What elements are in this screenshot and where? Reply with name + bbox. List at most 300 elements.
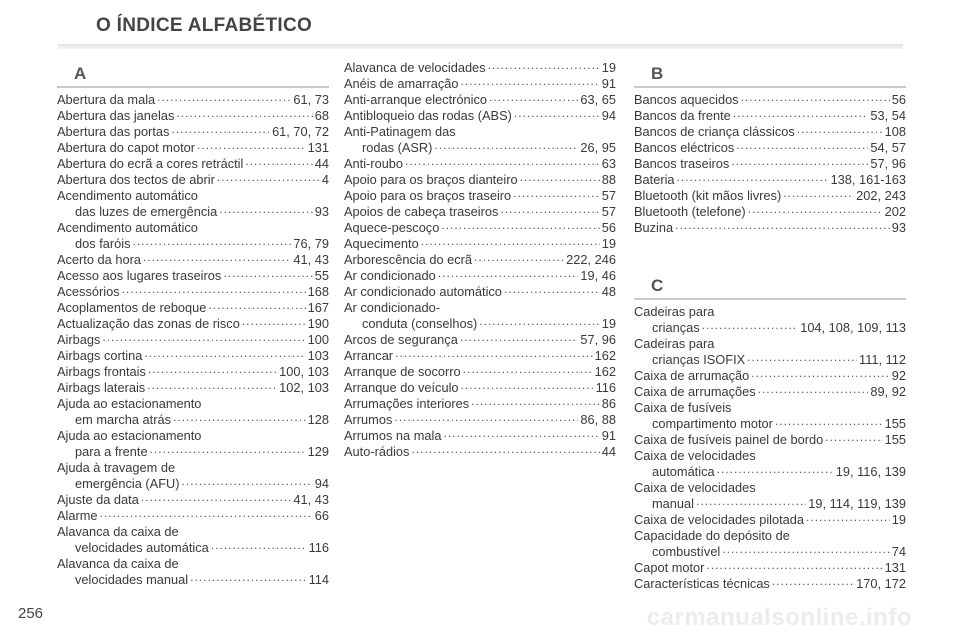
entry-row (57, 524, 329, 540)
entry-text: Ajuste da data (57, 492, 139, 507)
entry-continuation-row (344, 316, 616, 332)
index-entry (634, 108, 906, 124)
index-entry (634, 400, 906, 432)
entry-row (57, 556, 329, 572)
entry-row (634, 432, 906, 448)
index-entry (57, 220, 329, 252)
entry-text: Bancos da frente (634, 108, 731, 123)
entry-row (344, 236, 616, 252)
entry-continuation-row (57, 236, 329, 252)
entry-continuation-row (344, 140, 616, 156)
dot-leader (513, 190, 600, 200)
index-entry (344, 172, 616, 188)
index-entry (57, 348, 329, 364)
entry-pages: 86 (601, 396, 616, 411)
entry-pages: 54, 57 (870, 140, 906, 155)
index-entry (634, 188, 906, 204)
dot-leader (772, 578, 854, 588)
dot-leader (797, 126, 883, 136)
entry-text: Abertura da mala (57, 92, 156, 107)
index-entry (634, 124, 906, 140)
entry-text: Airbags laterais (57, 380, 146, 395)
entry-pages: 100 (307, 332, 329, 347)
dot-leader (722, 546, 889, 556)
dot-leader (504, 286, 600, 296)
entry-pages: 128 (307, 412, 329, 427)
entry-text: Bluetooth (kit mãos livres) (634, 188, 782, 203)
dot-leader (461, 78, 600, 88)
entry-text: Ar condicionado (344, 268, 436, 283)
dot-leader (190, 574, 306, 584)
entry-list (57, 92, 329, 588)
entry-text: Caixa de arrumações (634, 384, 756, 399)
dot-leader (783, 190, 854, 200)
entry-continuation-row (634, 352, 906, 368)
entry-pages: 88 (601, 172, 616, 187)
entry-pages: 26, 95 (580, 140, 616, 155)
entry-row (57, 460, 329, 476)
entry-pages: 104, 108, 109, 113 (800, 320, 906, 335)
entry-text: Apoio para os braços traseiro (344, 188, 512, 203)
entry-text: velocidades manual (75, 572, 189, 587)
dot-leader (500, 206, 599, 216)
dot-leader (460, 334, 579, 344)
entry-text: Apoios de cabeça traseiros (344, 204, 499, 219)
index-entry (57, 188, 329, 220)
index-entry (344, 284, 616, 300)
index-entry (57, 140, 329, 156)
index-entry (57, 316, 329, 332)
entry-text: Airbags frontais (57, 364, 146, 379)
entry-row (634, 528, 906, 544)
dot-leader (751, 370, 890, 380)
entry-row (344, 156, 616, 172)
dot-leader (219, 206, 312, 216)
dot-leader (245, 158, 312, 168)
index-entry (634, 156, 906, 172)
index-entry (57, 508, 329, 524)
entry-row (344, 76, 616, 92)
entry-text: Acendimento automático (57, 188, 198, 203)
entry-pages: 93 (314, 204, 329, 219)
entry-list (344, 60, 616, 460)
entry-text: velocidades automática (75, 540, 209, 555)
entry-row (344, 124, 616, 140)
entry-pages: 63 (601, 156, 616, 171)
entry-text: Bateria (634, 172, 675, 187)
index-entry (634, 480, 906, 512)
entry-text: Arcos de segurança (344, 332, 458, 347)
index-entry (634, 304, 906, 336)
entry-pages: 74 (891, 544, 906, 559)
index-entry (344, 380, 616, 396)
index-entry (57, 380, 329, 396)
entry-row (344, 332, 616, 348)
entry-pages: 56 (601, 220, 616, 235)
dot-leader (223, 270, 312, 280)
entry-text: emergência (AFU) (75, 476, 180, 491)
entry-text: Arrumações interiores (344, 396, 470, 411)
dot-leader (733, 110, 869, 120)
dot-leader (488, 62, 600, 72)
entry-pages: 68 (314, 108, 329, 123)
index-entry (57, 284, 329, 300)
dot-leader (474, 254, 564, 264)
entry-row (57, 364, 329, 380)
index-entry (344, 268, 616, 284)
entry-row (344, 60, 616, 76)
entry-row (57, 348, 329, 364)
entry-row (634, 188, 906, 204)
entry-row (634, 172, 906, 188)
index-entry (57, 364, 329, 380)
entry-text: rodas (ASR) (362, 140, 433, 155)
dot-leader (100, 510, 313, 520)
entry-row (57, 428, 329, 444)
entry-pages: 86, 88 (580, 412, 616, 427)
index-entry (57, 300, 329, 316)
entry-text: das luzes de emergência (75, 204, 218, 219)
dot-leader (736, 142, 868, 152)
entry-pages: 55 (314, 268, 329, 283)
entry-pages: 202, 243 (856, 188, 906, 203)
entry-row (634, 220, 906, 236)
entry-pages: 114 (308, 572, 329, 587)
dot-leader (441, 222, 599, 232)
dot-leader (825, 434, 882, 444)
entry-pages: 131 (884, 560, 906, 575)
dot-leader (122, 286, 306, 296)
dot-leader (211, 542, 307, 552)
entry-text: Bancos eléctricos (634, 140, 735, 155)
entry-pages: 94 (314, 476, 329, 491)
entry-text: Bancos de criança clássicos (634, 124, 795, 139)
entry-row (57, 188, 329, 204)
dot-leader (176, 110, 312, 120)
entry-row (344, 108, 616, 124)
index-entry (344, 364, 616, 380)
dot-leader (217, 174, 320, 184)
index-column-3 (634, 58, 906, 236)
entry-pages: 44 (314, 156, 329, 171)
entry-text: crianças ISOFIX (652, 352, 746, 367)
entry-row (344, 364, 616, 380)
entry-text: Arranque de socorro (344, 364, 461, 379)
index-entry (634, 448, 906, 480)
section-letter: A (74, 64, 87, 83)
index-entry (344, 188, 616, 204)
dot-leader (702, 322, 799, 332)
dot-leader (696, 498, 806, 508)
entry-row (634, 336, 906, 352)
watermark: carmanualsonline.info (646, 604, 912, 631)
entry-text: Anti-arranque electrónico (344, 92, 487, 107)
index-entry (634, 576, 906, 592)
entry-continuation-row (57, 540, 329, 556)
dot-leader (150, 446, 306, 456)
entry-row (57, 172, 329, 188)
entry-pages: 190 (307, 316, 329, 331)
index-column-3-section-c (634, 270, 906, 592)
entry-row (344, 348, 616, 364)
entry-text: Anéis de amarração (344, 76, 459, 91)
entry-row (634, 400, 906, 416)
entry-pages: 76, 79 (293, 236, 329, 251)
entry-pages: 91 (601, 428, 616, 443)
entry-row (57, 156, 329, 172)
entry-pages: 162 (594, 364, 616, 379)
page-title: O ÍNDICE ALFABÉTICO (96, 15, 313, 36)
entry-text: Acessórios (57, 284, 120, 299)
dot-leader (171, 126, 270, 136)
index-entry (344, 236, 616, 252)
entry-text: Cadeiras para (634, 336, 715, 351)
entry-pages: 116 (595, 380, 616, 395)
entry-pages: 57, 96 (580, 332, 616, 347)
entry-text: automática (652, 464, 715, 479)
dot-leader (775, 418, 883, 428)
entry-text: Caixa de arrumação (634, 368, 750, 383)
entry-pages: 41, 43 (293, 252, 329, 267)
entry-text: Capacidade do depósito de (634, 528, 790, 543)
dot-leader (147, 382, 277, 392)
section-header-b (634, 58, 906, 88)
index-entry (344, 76, 616, 92)
entry-pages: 155 (884, 416, 906, 431)
index-entry (634, 220, 906, 236)
entry-text: Abertura do capot motor (57, 140, 195, 155)
entry-row (344, 300, 616, 316)
entry-pages: 222, 246 (566, 252, 616, 267)
entry-row (57, 380, 329, 396)
entry-text: Bluetooth (telefone) (634, 204, 746, 219)
entry-continuation-row (634, 464, 906, 480)
entry-text: crianças (652, 320, 700, 335)
entry-pages: 94 (601, 108, 616, 123)
index-entry (634, 528, 906, 560)
entry-pages: 202 (884, 204, 906, 219)
index-entry (57, 268, 329, 284)
entry-text: em marcha atrás (75, 412, 172, 427)
dot-leader (102, 334, 305, 344)
index-entry (344, 252, 616, 268)
dot-leader (747, 354, 857, 364)
entry-row (344, 396, 616, 412)
index-entry (57, 524, 329, 556)
dot-leader (443, 430, 599, 440)
section-letter: B (651, 64, 664, 83)
entry-row (344, 188, 616, 204)
entry-row (634, 448, 906, 464)
index-entry (57, 396, 329, 428)
entry-row (344, 284, 616, 300)
index-entry (344, 332, 616, 348)
dot-leader (758, 386, 869, 396)
entry-pages: 44 (601, 444, 616, 459)
entry-row (57, 316, 329, 332)
entry-pages: 4 (321, 172, 329, 187)
entry-pages: 92 (891, 368, 906, 383)
dot-leader (421, 238, 600, 248)
entry-row (634, 384, 906, 400)
index-entry (57, 92, 329, 108)
entry-text: Caixa de fusíveis painel de bordo (634, 432, 824, 447)
dot-leader (182, 478, 313, 488)
entry-row (57, 252, 329, 268)
entry-pages: 57, 96 (870, 156, 906, 171)
entry-pages: 56 (891, 92, 906, 107)
dot-leader (717, 466, 834, 476)
entry-text: Bancos aquecidos (634, 92, 739, 107)
entry-row (344, 428, 616, 444)
dot-leader (461, 382, 594, 392)
dot-leader (463, 366, 593, 376)
entry-text: Acendimento automático (57, 220, 198, 235)
entry-text: Abertura das janelas (57, 108, 175, 123)
entry-pages: 57 (601, 188, 616, 203)
dot-leader (148, 366, 277, 376)
dot-leader (132, 238, 291, 248)
dot-leader (731, 158, 868, 168)
entry-continuation-row (634, 544, 906, 560)
entry-pages: 111, 112 (859, 352, 906, 367)
dot-leader (144, 350, 305, 360)
entry-continuation-row (57, 204, 329, 220)
entry-pages: 91 (601, 76, 616, 91)
index-entry (344, 220, 616, 236)
entry-continuation-row (634, 416, 906, 432)
entry-pages: 63, 65 (580, 92, 616, 107)
index-entry (344, 156, 616, 172)
entry-pages: 129 (307, 444, 329, 459)
index-entry (634, 368, 906, 384)
entry-text: Capot motor (634, 560, 705, 575)
entry-text: Arranque do veículo (344, 380, 459, 395)
entry-text: Acerto da hora (57, 252, 141, 267)
entry-row (57, 108, 329, 124)
dot-leader (677, 174, 829, 184)
section-letter: C (651, 276, 664, 295)
entry-pages: 102, 103 (279, 380, 329, 395)
dot-leader (479, 318, 600, 328)
index-entry (634, 140, 906, 156)
entry-row (344, 252, 616, 268)
entry-text: Caixa de velocidades (634, 480, 756, 495)
entry-row (57, 268, 329, 284)
dot-leader (520, 174, 600, 184)
entry-row (634, 140, 906, 156)
entry-text: Ajuda à travagem de (57, 460, 176, 475)
entry-text: Bancos traseiros (634, 156, 730, 171)
index-entry (634, 384, 906, 400)
dot-leader (748, 206, 883, 216)
entry-text: Ajuda ao estacionamento (57, 396, 202, 411)
entry-text: Alavanca da caixa de (57, 556, 179, 571)
entry-row (344, 412, 616, 428)
entry-text: Abertura dos tectos de abrir (57, 172, 215, 187)
dot-leader (157, 94, 291, 104)
entry-row (634, 108, 906, 124)
entry-row (634, 304, 906, 320)
entry-pages: 116 (308, 540, 329, 555)
index-entry (634, 92, 906, 108)
entry-pages: 170, 172 (856, 576, 906, 591)
index-entry (57, 492, 329, 508)
entry-pages: 61, 73 (293, 92, 329, 107)
entry-list (634, 92, 906, 236)
entry-text: Abertura do ecrã a cores retráctil (57, 156, 244, 171)
entry-continuation-row (57, 572, 329, 588)
index-entry (57, 172, 329, 188)
entry-pages: 162 (594, 348, 616, 363)
entry-text: para a frente (75, 444, 148, 459)
index-entry (57, 156, 329, 172)
entry-continuation-row (57, 412, 329, 428)
entry-text: Caixa de fusíveis (634, 400, 732, 415)
entry-row (57, 300, 329, 316)
entry-continuation-row (634, 496, 906, 512)
entry-text: Alarme (57, 508, 98, 523)
dot-leader (143, 254, 291, 264)
dot-leader (141, 494, 292, 504)
index-entry (634, 512, 906, 528)
entry-pages: 19 (601, 316, 616, 331)
entry-row (57, 220, 329, 236)
index-column-2 (344, 60, 616, 460)
entry-row (57, 508, 329, 524)
entry-pages: 66 (314, 508, 329, 523)
entry-text: Caixa de velocidades pilotada (634, 512, 805, 527)
entry-row (57, 396, 329, 412)
entry-text: Aquecimento (344, 236, 419, 251)
index-entry (344, 444, 616, 460)
entry-pages: 61, 70, 72 (272, 124, 329, 139)
entry-pages: 19 (601, 236, 616, 251)
index-entry (634, 204, 906, 220)
page-number: 256 (18, 605, 44, 622)
entry-row (634, 576, 906, 592)
entry-text: Acoplamentos de reboque (57, 300, 207, 315)
dot-leader (675, 222, 890, 232)
entry-pages: 19, 114, 119, 139 (808, 496, 906, 511)
entry-row (634, 512, 906, 528)
entry-pages: 168 (307, 284, 329, 299)
entry-pages: 93 (891, 220, 906, 235)
entry-text: Arrumos na mala (344, 428, 442, 443)
entry-row (57, 492, 329, 508)
entry-row (57, 92, 329, 108)
entry-pages: 138, 161-163 (830, 172, 906, 187)
entry-row (57, 140, 329, 156)
entry-text: Arrumos (344, 412, 393, 427)
entry-row (634, 368, 906, 384)
entry-row (634, 156, 906, 172)
entry-pages: 100, 103 (279, 364, 329, 379)
section-header-a (57, 58, 329, 88)
entry-text: Antibloqueio das rodas (ABS) (344, 108, 512, 123)
entry-pages: 19, 46 (580, 268, 616, 283)
index-entry (344, 300, 616, 332)
entry-row (344, 268, 616, 284)
index-entry (634, 336, 906, 368)
index-entry (634, 560, 906, 576)
entry-pages: 19, 116, 139 (835, 464, 906, 479)
entry-row (344, 444, 616, 460)
dot-leader (411, 446, 599, 456)
dot-leader (741, 94, 890, 104)
index-entry (57, 428, 329, 460)
dot-leader (434, 142, 578, 152)
